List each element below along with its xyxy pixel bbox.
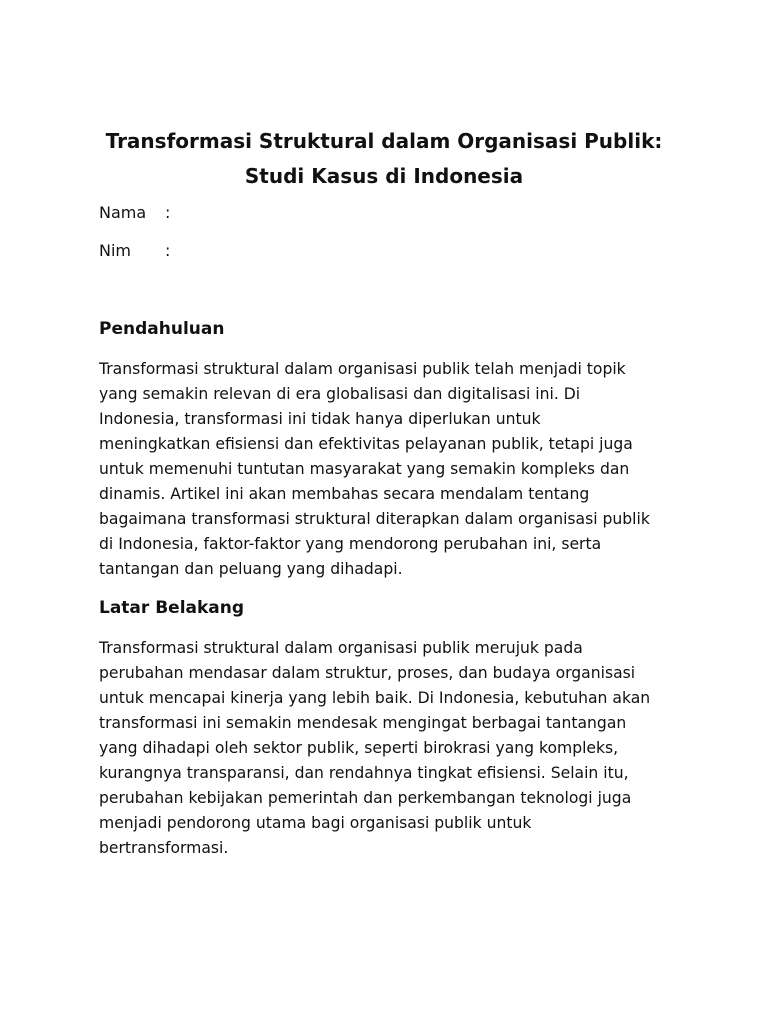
paragraph-latar-belakang (99, 636, 679, 861)
paragraph-line: transformasi ini semakin mendesak mengingat berbagai tantangan (99, 714, 627, 732)
paragraph-line: menjadi pendorong utama bagi organisasi publik untuk (99, 814, 532, 832)
paragraph-line: Transformasi struktural dalam organisasi publik telah menjadi topik (99, 360, 626, 378)
document-title (0, 124, 768, 194)
nim-label: Nim (99, 241, 131, 260)
paragraph-line: meningkatkan efisiensi dan efektivitas pelayanan publik, tetapi juga (99, 435, 633, 453)
section-heading-pendahuluan: Pendahuluan (99, 319, 225, 339)
paragraph-line: dinamis. Artikel ini akan membahas secara mendalam tentang (99, 485, 590, 503)
paragraph-line: yang dihadapi oleh sektor publik, seperti birokrasi yang kompleks, (99, 739, 619, 757)
paragraph-line: yang semakin relevan di era globalisasi dan digitalisasi ini. Di (99, 385, 581, 403)
nim-colon: : (165, 241, 171, 260)
paragraph-line: Transformasi struktural dalam organisasi publik merujuk pada (99, 639, 583, 657)
paragraph-line: Indonesia, transformasi ini tidak hanya diperlukan untuk (99, 410, 541, 428)
paragraph-line: bagaimana transformasi struktural diterapkan dalam organisasi publik (99, 510, 650, 528)
paragraph-line: perubahan kebijakan pemerintah dan perkembangan teknologi juga (99, 789, 632, 807)
paragraph-line: bertransformasi. (99, 839, 229, 857)
paragraph-line: untuk mencapai kinerja yang lebih baik. Di Indonesia, kebutuhan akan (99, 689, 651, 707)
section-heading-latar-belakang: Latar Belakang (99, 598, 245, 618)
paragraph-pendahuluan (99, 357, 679, 582)
nama-field (99, 202, 170, 224)
paragraph-line: perubahan mendasar dalam struktur, proses, dan budaya organisasi (99, 664, 636, 682)
paragraph-line: tantangan dan peluang yang dihadapi. (99, 560, 403, 578)
nim-field (99, 240, 170, 262)
nama-colon: : (165, 203, 171, 222)
paragraph-line: untuk memenuhi tuntutan masyarakat yang semakin kompleks dan (99, 460, 630, 478)
title-line-2: Studi Kasus di Indonesia (244, 164, 524, 188)
paragraph-line: di Indonesia, faktor-faktor yang mendorong perubahan ini, serta (99, 535, 602, 553)
paragraph-line: kurangnya transparansi, dan rendahnya tingkat efisiensi. Selain itu, (99, 764, 629, 782)
title-line-1: Transformasi Struktural dalam Organisasi Publik: (105, 129, 663, 153)
nama-label: Nama (99, 203, 147, 222)
